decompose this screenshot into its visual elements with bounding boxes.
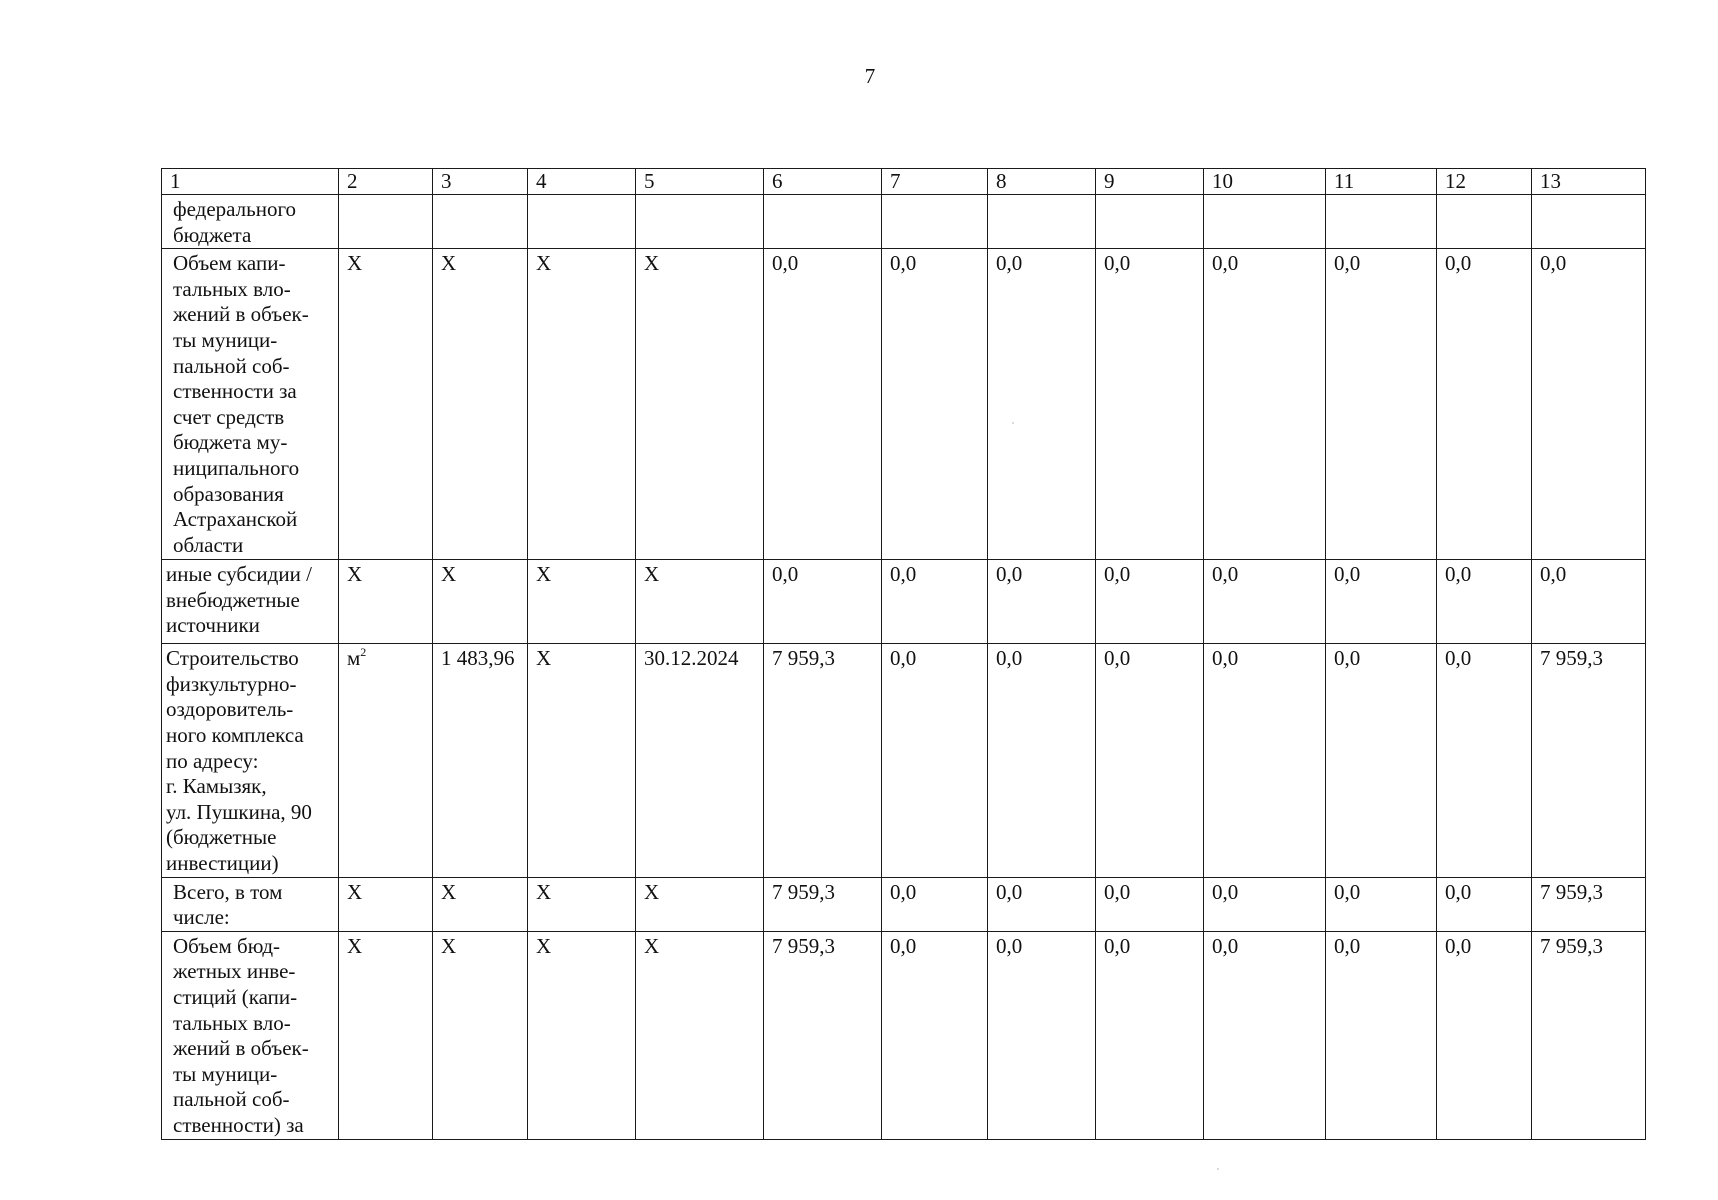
table-cell (339, 195, 433, 249)
table-cell: 0,0 (1437, 644, 1532, 877)
table-cell: 0,0 (1437, 560, 1532, 644)
table-cell: 1 483,96 (433, 644, 528, 877)
unit-exponent: 2 (360, 645, 367, 660)
data-table (161, 168, 1646, 1140)
table-cell (988, 195, 1096, 249)
scan-speck (1012, 422, 1014, 424)
table-cell (528, 195, 636, 249)
column-number: 10 (1204, 169, 1326, 195)
table-cell (1437, 195, 1532, 249)
table-cell (1204, 195, 1326, 249)
column-number: 8 (988, 169, 1096, 195)
table-cell: 0,0 (1096, 644, 1204, 877)
table-cell: 0,0 (1532, 249, 1646, 560)
table-cell: 0,0 (1204, 560, 1326, 644)
table-cell: 0,0 (1437, 931, 1532, 1139)
table-cell: 0,0 (1096, 249, 1204, 560)
table-row (162, 931, 1646, 1139)
column-number: 11 (1326, 169, 1437, 195)
table-cell: 0,0 (988, 931, 1096, 1139)
column-number: 3 (433, 169, 528, 195)
table-cell: 0,0 (1096, 931, 1204, 1139)
table-cell: Х (528, 877, 636, 931)
table-cell: 0,0 (1204, 249, 1326, 560)
table-cell (1326, 195, 1437, 249)
table-cell: Х (636, 560, 764, 644)
table-cell: 7 959,3 (764, 877, 882, 931)
table-cell: 0,0 (1437, 877, 1532, 931)
column-number: 2 (339, 169, 433, 195)
table-cell (636, 195, 764, 249)
row-label: Всего, в том числе: (162, 877, 339, 931)
table-cell: 7 959,3 (1532, 644, 1646, 877)
table-cell: Х (339, 249, 433, 560)
table-cell: Х (528, 560, 636, 644)
page-number: 7 (864, 64, 876, 88)
table-cell: Х (636, 877, 764, 931)
table-cell: 7 959,3 (764, 931, 882, 1139)
row-label: Строительство физкультурно- оздоровитель- ного комплекса по адресу: г. Камызяк, ул. Пушкина, 90 (бюджетные инвестиции) (162, 644, 339, 877)
table-cell (1096, 195, 1204, 249)
table-cell: 0,0 (764, 249, 882, 560)
table-cell: 0,0 (988, 877, 1096, 931)
column-number: 5 (636, 169, 764, 195)
table-cell: 0,0 (1204, 931, 1326, 1139)
table-row (162, 195, 1646, 249)
table-cell: Х (636, 249, 764, 560)
table-cell: 0,0 (1326, 249, 1437, 560)
table-row (162, 560, 1646, 644)
table-cell: 7 959,3 (764, 644, 882, 877)
table-cell: Х (636, 931, 764, 1139)
table-cell: Х (339, 877, 433, 931)
table-cell: 0,0 (882, 931, 988, 1139)
table-cell: 0,0 (882, 560, 988, 644)
table-cell: 0,0 (882, 644, 988, 877)
table-row (162, 877, 1646, 931)
table-cell: 0,0 (1204, 877, 1326, 931)
row-label: Объем капи- тальных вло- жений в объек- ты муници- пальной соб- ственности за счет средств бюджета му- ниципального образования Астраханской области (162, 249, 339, 560)
table-cell: 0,0 (1532, 560, 1646, 644)
table-cell: 7 959,3 (1532, 931, 1646, 1139)
table-cell: 0,0 (1326, 931, 1437, 1139)
table-cell: 0,0 (764, 560, 882, 644)
column-number: 1 (162, 169, 339, 195)
row-label: федерального бюджета (162, 195, 339, 249)
column-number: 12 (1437, 169, 1532, 195)
table-row (162, 644, 1646, 877)
column-number: 4 (528, 169, 636, 195)
row-label: иные субсидии / внебюджетные источники (162, 560, 339, 644)
scan-speck (1217, 1168, 1219, 1170)
table-header-row (162, 169, 1646, 195)
row-label: Объем бюд- жетных инве- стиций (капи- тальных вло- жений в объек- ты муници- пальной соб- ственности) за (162, 931, 339, 1139)
table-cell (433, 195, 528, 249)
table-cell: 0,0 (1326, 560, 1437, 644)
table-cell (764, 195, 882, 249)
table-cell: 0,0 (882, 249, 988, 560)
unit-base: м (347, 646, 361, 671)
table-cell: 0,0 (1096, 560, 1204, 644)
table-cell: Х (528, 644, 636, 877)
table-cell: Х (433, 560, 528, 644)
unit-cell (339, 644, 433, 877)
table-cell: Х (528, 931, 636, 1139)
table-cell (1532, 195, 1646, 249)
table-row (162, 249, 1646, 560)
table-cell: 30.12.2024 (636, 644, 764, 877)
table-cell: 0,0 (988, 644, 1096, 877)
table-cell: Х (339, 931, 433, 1139)
table-cell: Х (433, 249, 528, 560)
table-cell: 0,0 (1326, 644, 1437, 877)
table-cell: 0,0 (882, 877, 988, 931)
table-cell: Х (528, 249, 636, 560)
table-cell: 0,0 (988, 249, 1096, 560)
table-cell: 0,0 (1204, 644, 1326, 877)
column-number: 7 (882, 169, 988, 195)
column-number: 9 (1096, 169, 1204, 195)
column-number: 6 (764, 169, 882, 195)
table-cell: 0,0 (1326, 877, 1437, 931)
table-cell: 0,0 (988, 560, 1096, 644)
table-cell: Х (433, 931, 528, 1139)
table-cell: 0,0 (1437, 249, 1532, 560)
table-cell (882, 195, 988, 249)
table-cell: Х (433, 877, 528, 931)
table-cell: 7 959,3 (1532, 877, 1646, 931)
table-cell: Х (339, 560, 433, 644)
table-cell: 0,0 (1096, 877, 1204, 931)
column-number: 13 (1532, 169, 1646, 195)
